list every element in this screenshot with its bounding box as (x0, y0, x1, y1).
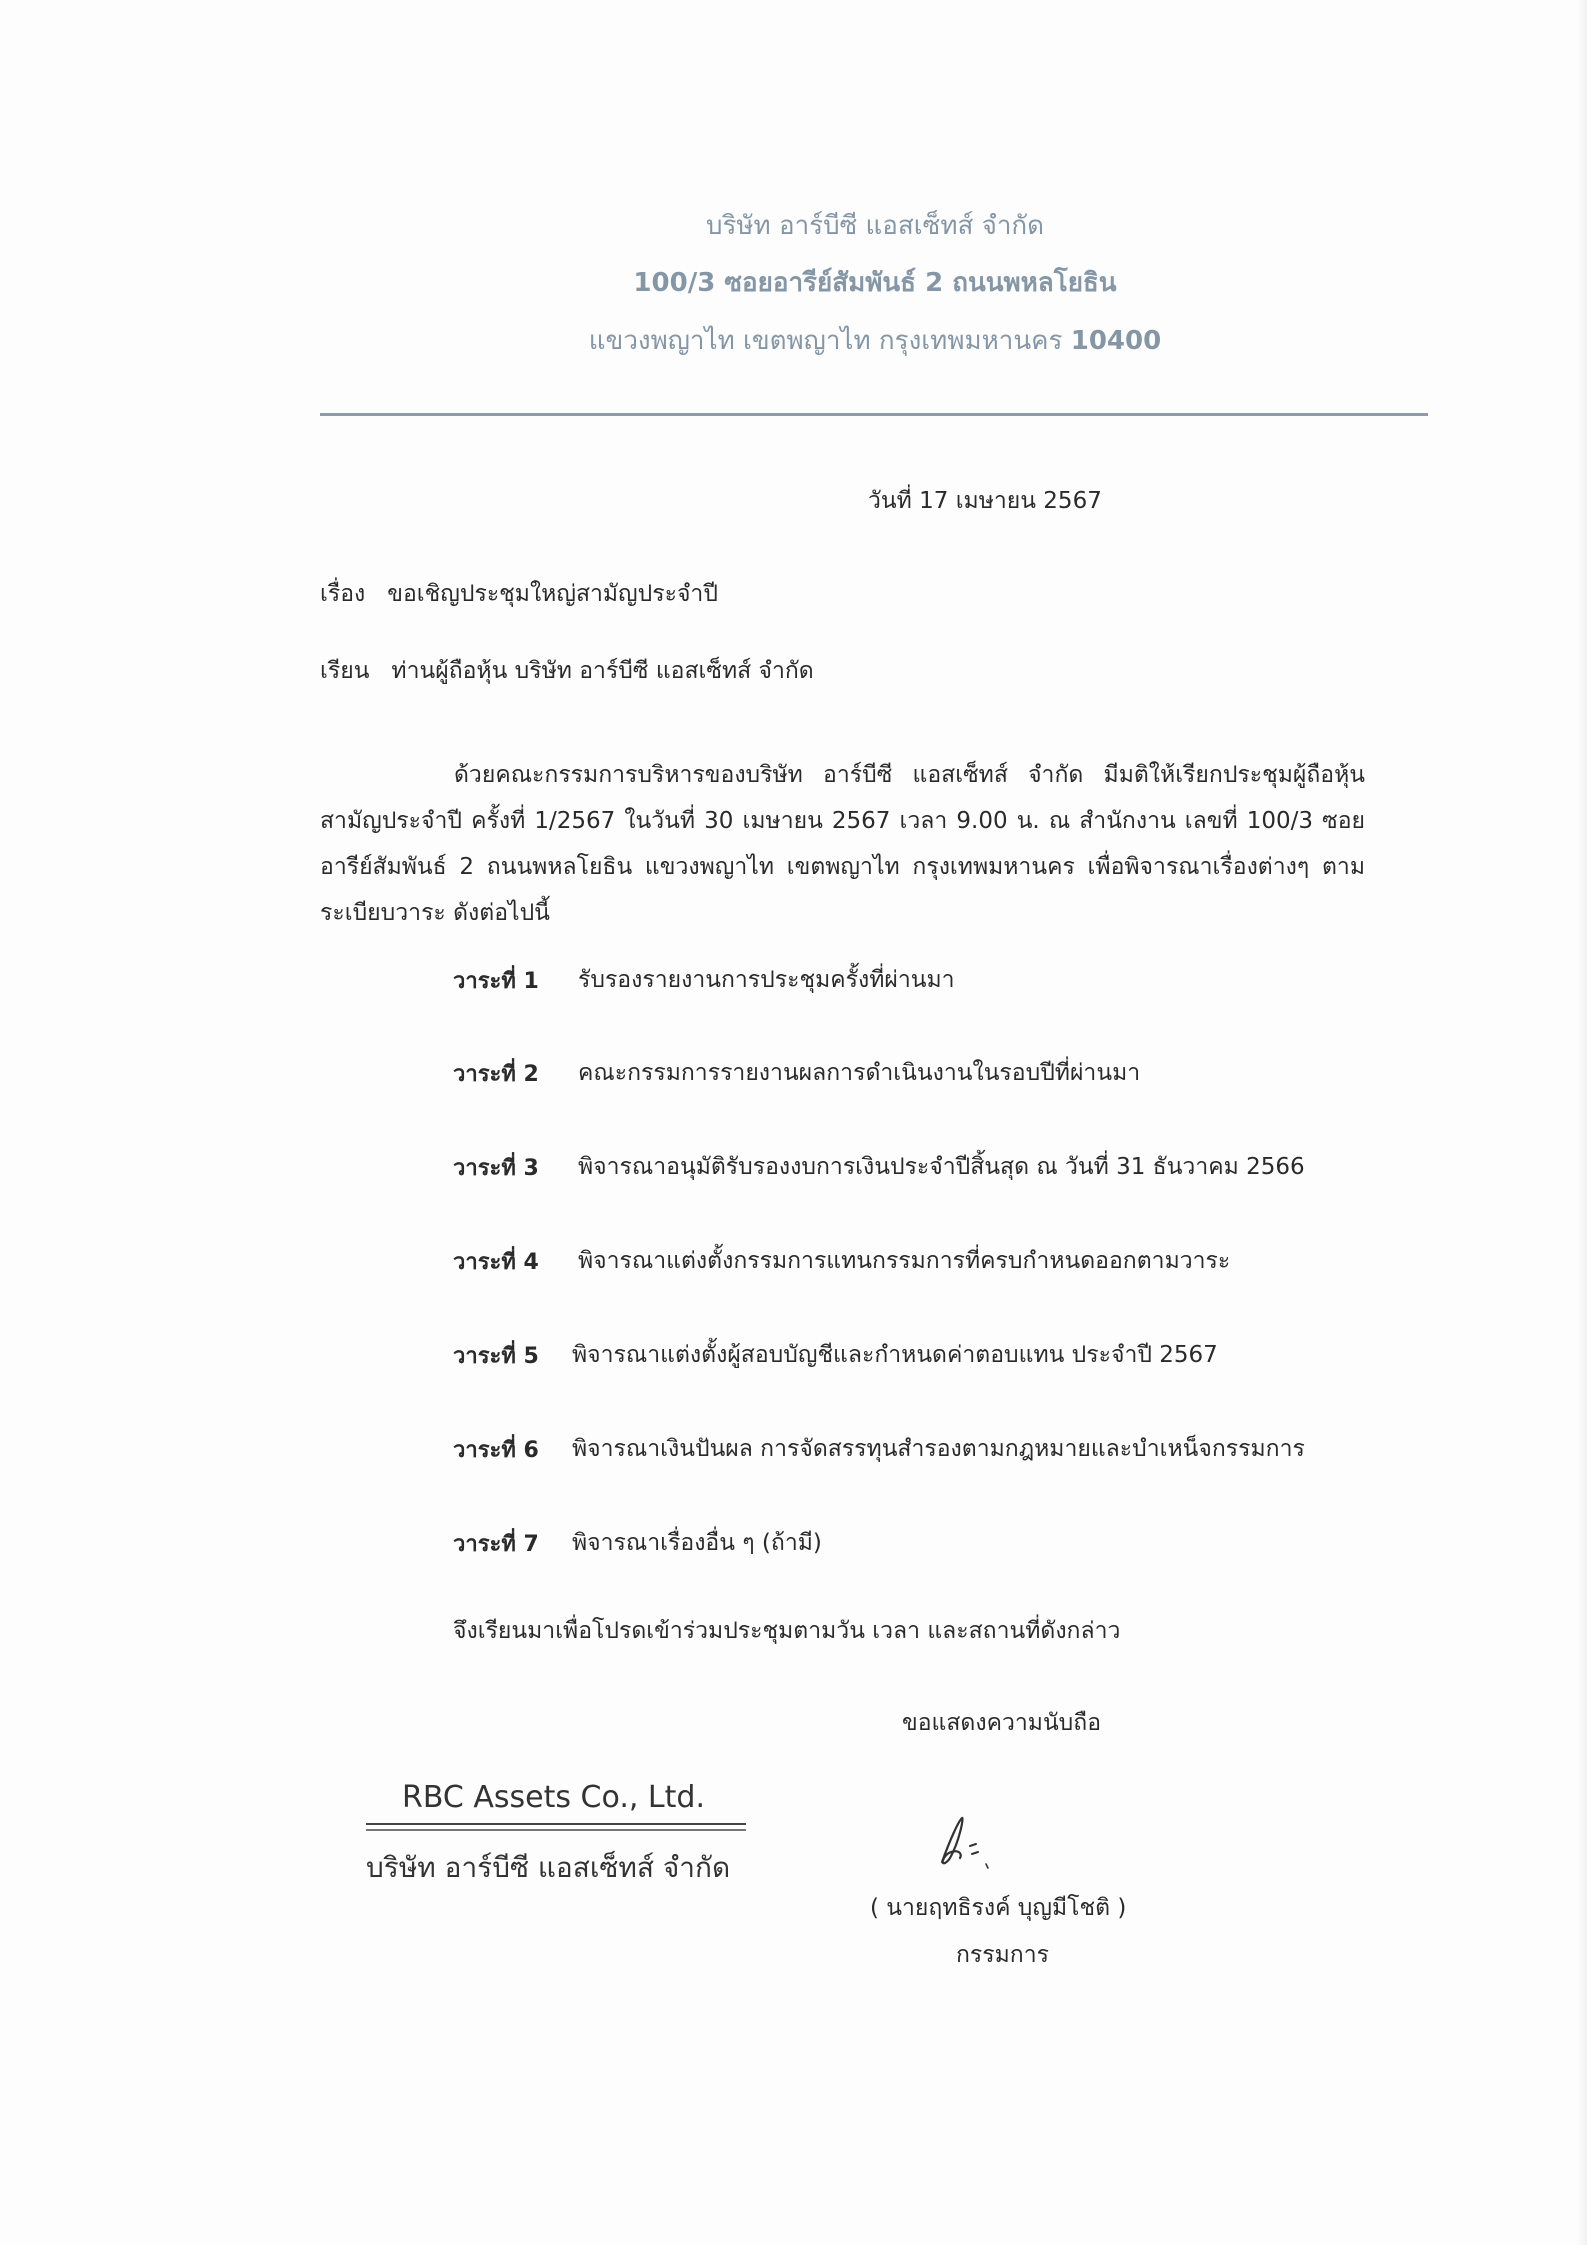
agenda-item-label: วาระที่ 3 (453, 1156, 539, 1181)
company-stamp-rule-secondary (366, 1829, 746, 1831)
subject-text: ขอเชิญประชุมใหญ่สามัญประจำปี (387, 581, 718, 607)
agenda-item-label: วาระที่ 6 (453, 1438, 539, 1463)
subject-label: เรื่อง (320, 581, 366, 607)
signer-position: กรรมการ (956, 1942, 1049, 1968)
regards-line: ขอแสดงความนับถือ (902, 1710, 1102, 1736)
scan-edge-shadow (1577, 0, 1587, 2245)
company-stamp-thai: บริษัท อาร์บีซี แอสเซ็ทส์ จำกัด (366, 1851, 731, 1884)
agenda-item-label: วาระที่ 4 (453, 1250, 539, 1275)
letterhead-company-name: บริษัท อาร์บีซี แอสเซ็ทส์ จำกัด (705, 211, 1045, 241)
letterhead-district: แขวงพญาไท เขตพญาไท กรุงเทพมหานคร (588, 326, 1071, 356)
salutation-text: ท่านผู้ถือหุ้น บริษัท อาร์บีซี แอสเซ็ทส์ จำกัด (391, 658, 814, 684)
letterhead-address-line: 100/3 ซอยอารีย์สัมพันธ์ 2 ถนนพหลโยธิน (633, 268, 1117, 298)
letterhead-divider (320, 413, 1428, 416)
agenda-item-text: พิจารณาแต่งตั้งผู้สอบบัญชีและกำหนดค่าตอบแทน ประจำปี 2567 (572, 1342, 1218, 1368)
agenda-item-text: พิจารณาแต่งตั้งกรรมการแทนกรรมการที่ครบกำหนดออกตามวาระ (578, 1248, 1231, 1274)
salutation-line (320, 660, 814, 683)
company-stamp-english: RBC Assets Co., Ltd. (402, 1780, 705, 1815)
closing-sentence: จึงเรียนมาเพื่อโปรดเข้าร่วมประชุมตามวัน เวลา และสถานที่ดังกล่าว (453, 1618, 1121, 1644)
agenda-item-label: วาระที่ 2 (453, 1062, 539, 1087)
agenda-item-label: วาระที่ 7 (453, 1532, 539, 1557)
letter-date: วันที่ 17 เมษายน 2567 (868, 488, 1102, 514)
salutation-label: เรียน (320, 658, 370, 684)
subject-line (320, 583, 718, 606)
company-stamp-rule (366, 1823, 746, 1825)
agenda-item-text: พิจารณาเรื่องอื่น ๆ (ถ้ามี) (572, 1530, 822, 1556)
agenda-item-text: พิจารณาเงินปันผล การจัดสรรทุนสำรองตามกฎหมายและบำเหน็จกรรมการ (572, 1436, 1305, 1462)
agenda-item-text: พิจารณาอนุมัติรับรองงบการเงินประจำปีสิ้นสุด ณ วันที่ 31 ธันวาคม 2566 (578, 1154, 1305, 1180)
letterhead-district-line (320, 320, 1430, 361)
agenda-item-label: วาระที่ 5 (453, 1344, 539, 1369)
signer-name: ( นายฤทธิรงค์ บุญมีโชติ ) (870, 1895, 1127, 1921)
letterhead-postcode: 10400 (1070, 326, 1162, 356)
handwritten-signature-icon (920, 1800, 1040, 1880)
agenda-item-text: รับรองรายงานการประชุมครั้งที่ผ่านมา (578, 967, 955, 993)
agenda-item-text: คณะกรรมการรายงานผลการดำเนินงานในรอบปีที่ผ่านมา (578, 1060, 1141, 1086)
agenda-item-label: วาระที่ 1 (453, 969, 539, 994)
body-paragraph: ด้วยคณะกรรมการบริหารของบริษัท อาร์บีซี แอสเซ็ทส์ จำกัด มีมติให้เรียกประชุมผู้ถือหุ้นสามัญประจำปี ครั้งที่ 1/2567 ในวันที่ 30 เมษายน 2567 เวลา 9.00 น. ณ สำนักงาน เลขที่ 100/3 ซอยอารีย์สัมพันธ์ 2 ถนนพหลโยธิน แขวงพญาไท เขตพญาไท กรุงเทพมหานคร เพื่อพิจารณาเรื่องต่างๆ ตามระเบียบวาระ ดังต่อไปนี้ (320, 762, 1365, 926)
